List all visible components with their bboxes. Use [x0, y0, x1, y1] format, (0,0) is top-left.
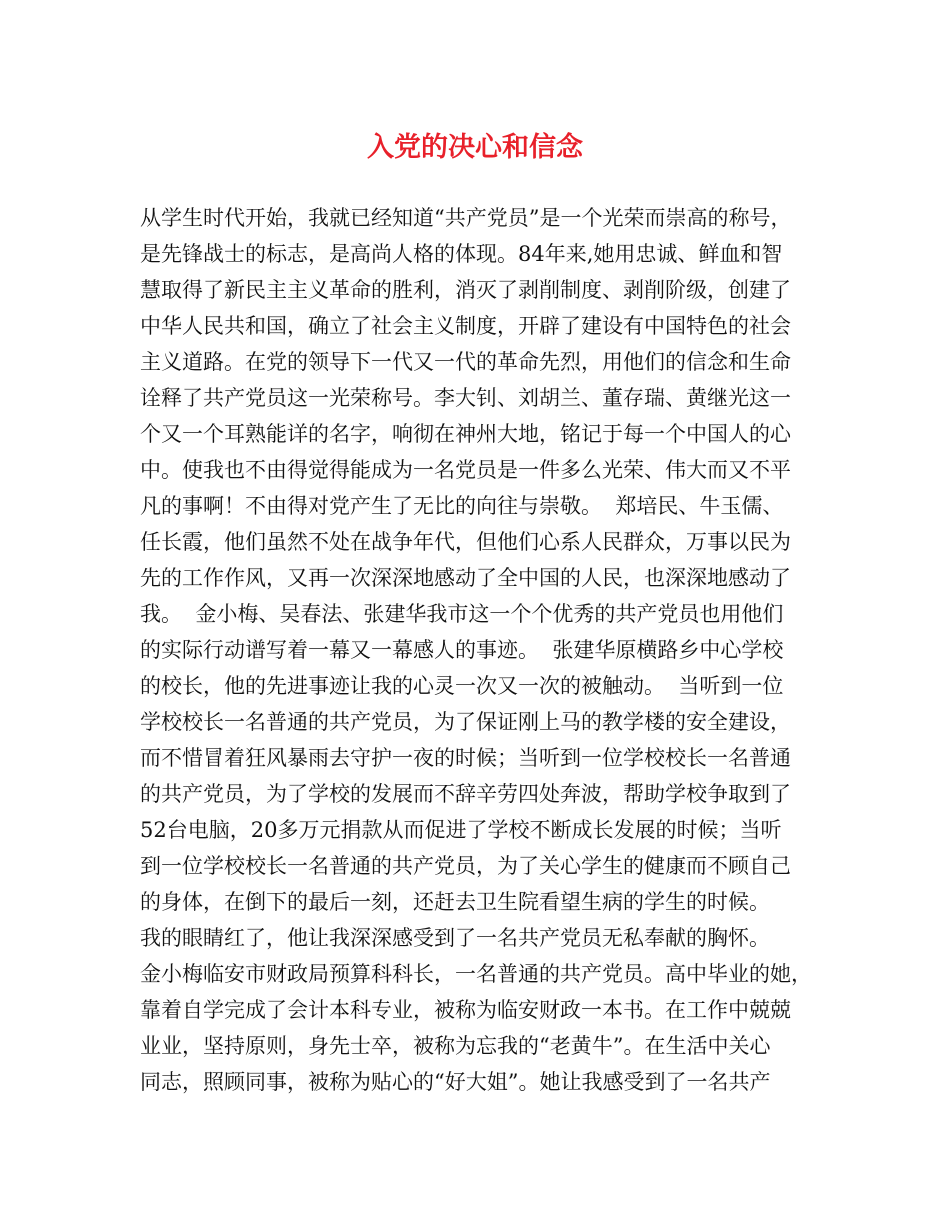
body-line: 个又一个耳熟能详的名字，响彻在神州大地，铭记于每一个中国人的心 — [140, 422, 791, 446]
body-line: 的校长，他的先进事迹让我的心灵一次又一次的被触动。 当听到一位 — [140, 674, 784, 698]
body-line: 任长霞，他们虽然不处在战争年代，但他们心系人民群众，万事以民为 — [140, 530, 791, 554]
body-line: 先的工作作风，又再一次深深地感动了全中国的人民，也深深地感动了 — [140, 566, 791, 590]
body-line: 业业，坚持原则，身先士卒，被称为忘我的“老黄牛”。在生活中关心 — [140, 1034, 771, 1058]
body-line: 从学生时代开始，我就已经知道“共产党员”是一个光荣而崇高的称号， — [140, 206, 792, 230]
body-line: 我的眼睛红了，他让我深深感受到了一名共产党员无私奉献的胸怀。 — [140, 926, 770, 950]
body-line: 诠释了共产党员这一光荣称号。李大钊、刘胡兰、董存瑞、黄继光这一 — [140, 386, 791, 410]
body-line: 的身体，在倒下的最后一刻，还赶去卫生院看望生病的学生的时候。 — [140, 890, 770, 914]
document-title: 入党的决心和信念 — [367, 132, 583, 163]
body-line: 是先锋战士的标志，是高尚人格的体现。84年来,她用忠诚、鲜血和智 — [140, 242, 783, 266]
body-line: 慧取得了新民主主义革命的胜利，消灭了剥削制度、剥削阶级，创建了 — [140, 278, 791, 302]
body-line: 52台电脑，20多万元捐款从而促进了学校不断成长发展的时候；当听 — [140, 818, 782, 842]
body-line: 我。 金小梅、吴春法、张建华我市这一个个优秀的共产党员也用他们 — [140, 602, 784, 626]
body-line: 到一位学校校长一名普通的共产党员，为了关心学生的健康而不顾自己 — [140, 854, 791, 878]
body-line: 的实际行动谱写着一幕又一幕感人的事迹。 张建华原横路乡中心学校 — [140, 638, 784, 662]
body-line: 金小梅临安市财政局预算科科长，一名普通的共产党员。高中毕业的她， — [140, 962, 812, 986]
body-line: 主义道路。在党的领导下一代又一代的革命先烈，用他们的信念和生命 — [140, 350, 791, 374]
body-line: 中。使我也不由得觉得能成为一名党员是一件多么光荣、伟大而又不平 — [140, 458, 791, 482]
document-body — [140, 200, 840, 1100]
body-line: 学校校长一名普通的共产党员，为了保证刚上马的教学楼的安全建设， — [140, 710, 791, 734]
body-line: 凡的事啊！不由得对党产生了无比的向往与崇敬。 郑培民、牛玉儒、 — [140, 494, 784, 518]
body-line: 而不惜冒着狂风暴雨去守护一夜的时候；当听到一位学校校长一名普通 — [140, 746, 791, 770]
body-line: 的共产党员，为了学校的发展而不辞辛劳四处奔波，帮助学校争取到了 — [140, 782, 791, 806]
body-line: 同志，照顾同事，被称为贴心的“好大姐”。她让我感受到了一名共产 — [140, 1070, 771, 1094]
body-line: 中华人民共和国，确立了社会主义制度，开辟了建设有中国特色的社会 — [140, 314, 791, 338]
body-line: 靠着自学完成了会计本科专业，被称为临安财政一本书。在工作中兢兢 — [140, 998, 791, 1022]
